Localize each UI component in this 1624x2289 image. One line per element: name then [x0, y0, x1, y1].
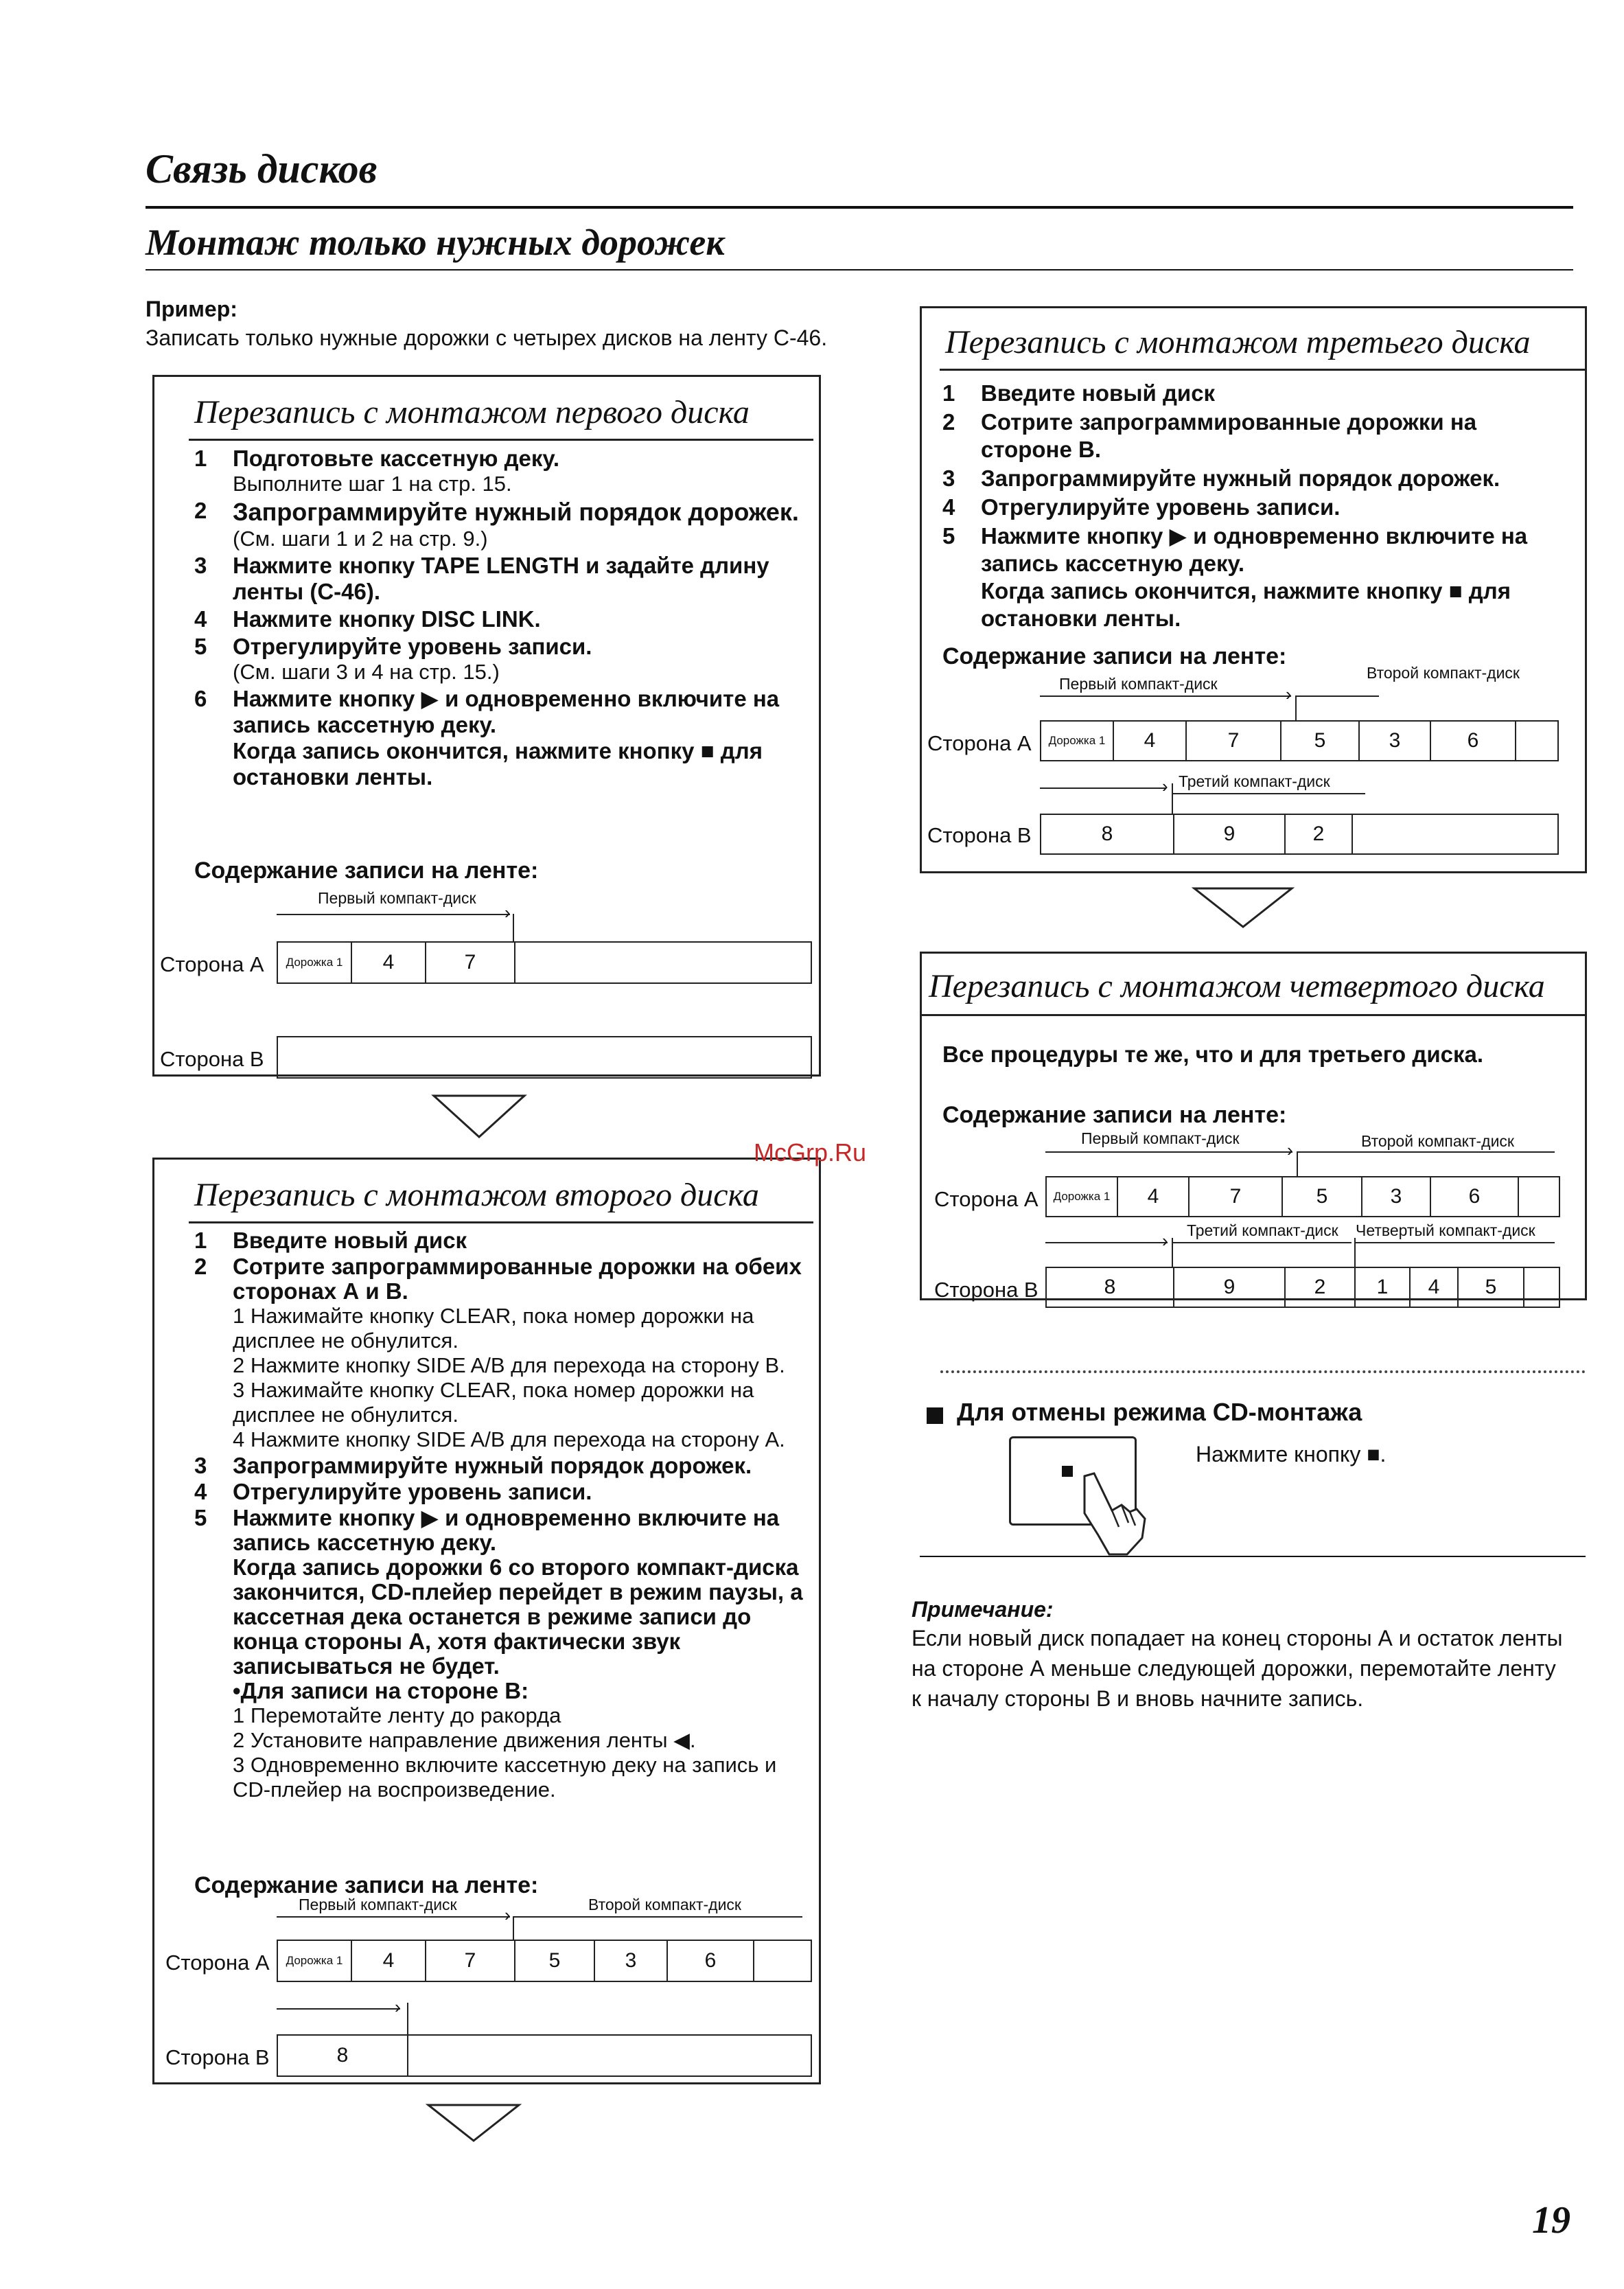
watermark: McGrp.Ru: [754, 1138, 867, 1166]
example-label: Пример:: [146, 297, 237, 321]
tape-track-cell: 6: [668, 1941, 754, 1981]
box3-title: Перезапись с монтажом третьего диска: [945, 324, 1531, 360]
disc-boundary-tick: [513, 1916, 514, 1940]
tape-track-cell: 9: [1174, 815, 1286, 853]
box3-step: 3 Запрограммируйте нужный порядок дорожек.: [942, 465, 1500, 491]
box3-step: 5 Нажмите кнопку ▶ и одновременно включите на запись кассетную деку. Когда запись окончится, нажмите кнопку ■ для остановки ленты.: [942, 523, 1528, 631]
disc1-arrow: [277, 914, 510, 915]
tape-track-cell: [515, 943, 811, 982]
square-bullet-icon: [927, 1407, 943, 1424]
side-a-strip: [277, 1940, 812, 1982]
tape-track-cell: 5: [1283, 1177, 1362, 1216]
disc1-caption: Первый компакт-диск: [1059, 675, 1218, 693]
arrow-head-icon: ›: [1162, 776, 1168, 796]
side-b-strip: [1040, 814, 1559, 855]
tape-track-cell: [1519, 1177, 1559, 1216]
side-b-strip: [277, 2034, 812, 2077]
box2-step: 3 Запрограммируйте нужный порядок дорожек.: [194, 1453, 752, 1478]
side-a-strip: [1045, 1176, 1560, 1217]
disc1-arrow: [1045, 1151, 1292, 1153]
tape-track-cell: 6: [1431, 1177, 1519, 1216]
disc-boundary-tick: [513, 914, 514, 941]
side-a-label: Сторона А: [934, 1187, 1039, 1211]
down-arrow-icon: [431, 1093, 527, 1140]
note-text: Если новый диск попадает на конец стороны А и остаток ленты на стороне А меньше следующей дорожки, перемотайте ленту к началу стороны В и вновь начните запись.: [912, 1626, 1563, 1711]
tape-track-cell: [408, 2036, 811, 2075]
box2-content-label: Содержание записи на ленте:: [194, 1872, 539, 1898]
tape-track-cell: 9: [1174, 1268, 1286, 1307]
box4-tape-diagram: [922, 1129, 1588, 1301]
tape-track-cell: 4: [1118, 1177, 1190, 1216]
note-label: Примечание:: [912, 1597, 1054, 1622]
box1-step: 5 Отрегулируйте уровень записи. (См. шаги 3 и 4 на стр. 15.): [194, 634, 592, 684]
arrow-head-icon: ›: [1287, 1140, 1293, 1160]
disc2-caption: Второй компакт-диск: [1361, 1132, 1514, 1150]
box2-steps: [194, 1228, 812, 1804]
box1-step: 1 Подготовьте кассетную деку. Выполните шаг 1 на стр. 15.: [194, 446, 560, 496]
section-title: Связь дисков: [146, 146, 378, 192]
tape-track-cell: Дорожка 1: [278, 1941, 352, 1981]
disc1-arrow: [277, 1916, 510, 1918]
box1-title-rule: [189, 439, 813, 441]
tape-track-cell: 5: [1459, 1268, 1524, 1307]
down-arrow-icon: [1192, 886, 1295, 930]
box2-title-rule: [189, 1221, 813, 1223]
box1-content-label: Содержание записи на ленте:: [194, 858, 539, 884]
box1-title: Перезапись с монтажом первого диска: [194, 394, 750, 430]
page-subtitle: Монтаж только нужных дорожек: [146, 222, 725, 263]
side-b-label: Сторона В: [165, 2045, 270, 2069]
tape-track-cell: 2: [1286, 1268, 1356, 1307]
tape-track-cell: 7: [426, 943, 515, 982]
box-fourth-disc: [920, 952, 1587, 1300]
box2-step: 1 Введите новый диск: [194, 1228, 467, 1253]
disc4-arrow: [1356, 1242, 1555, 1243]
dotted-separator: [940, 1370, 1586, 1373]
tape-track-cell: 4: [352, 943, 426, 982]
tape-track-cell: 8: [1047, 1268, 1174, 1307]
tape-track-cell: Дорожка 1: [1047, 1177, 1118, 1216]
tape-track-cell: 7: [1190, 1177, 1283, 1216]
box2-step: 2 Сотрите запрограммированные дорожки на обеих сторонах А и В. 1 Нажимайте кнопку CLEAR, пока номер дорожки на дисплее не обнулится. 2 Нажмите кнопку SIDE A/B для перехода на сторону В. 3 Нажимайте кнопку CLEAR, пока номер дорожки на дисплее не обнулится. 4 Нажмите кнопку SIDE A/B для перехода на сторону А.: [194, 1254, 802, 1451]
box4-title-rule: [922, 1014, 1585, 1016]
box4-content-label: Содержание записи на ленте:: [942, 1102, 1287, 1128]
disc-boundary-tick: [407, 2003, 408, 2034]
down-arrow-icon: [426, 2102, 522, 2143]
page-number: 19: [1532, 2199, 1570, 2242]
disc-boundary-tick: [1297, 1151, 1298, 1176]
disc4-caption: Четвертый компакт-диск: [1356, 1221, 1535, 1239]
tape-track-cell: 3: [595, 1941, 668, 1981]
disc2-caption: Второй компакт-диск: [588, 1896, 741, 1913]
box1-step: 2 Запрограммируйте нужный порядок дорожек. (См. шаги 1 и 2 на стр. 9.): [194, 498, 799, 551]
tape-track-cell: 8: [278, 2036, 408, 2075]
side-a-label: Сторона А: [165, 1951, 270, 1975]
pressing-finger-icon: [1071, 1469, 1153, 1558]
tape-track-cell: Дорожка 1: [278, 943, 352, 982]
tape-track-cell: 3: [1362, 1177, 1431, 1216]
side-b-arrow: [1040, 787, 1166, 789]
disc2-arrow: [514, 1916, 802, 1918]
arrow-head-icon: ›: [1162, 1230, 1168, 1251]
box2-step: 5 Нажмите кнопку ▶ и одновременно включите на запись кассетную деку. Когда запись дорожки 6 со второго компакт-диска закончится, CD-плейер перейдет в режим паузы, а кассетная дека останется в режиме записи до конца стороны А, хотя фактически звук записываться не будет. •Для записи на стороне В: 1 Перемотайте ленту до ракорда 2 Установите направление движения ленты ◀. 3 Одновременно включите кассетную деку на запись и CD-плейер на воспроизведение.: [194, 1505, 803, 1802]
side-b-arrow: [277, 2008, 400, 2010]
disc1-caption: Первый компакт-диск: [318, 889, 476, 907]
tape-track-cell: 5: [515, 1941, 595, 1981]
disc-boundary-tick: [1172, 783, 1173, 814]
side-b-arrow: [1045, 1242, 1168, 1243]
side-b-label: Сторона В: [927, 823, 1032, 847]
arrow-head-icon: ›: [504, 902, 511, 923]
disc3-caption: Третий компакт-диск: [1179, 772, 1330, 790]
side-b-label: Сторона В: [160, 1047, 264, 1071]
box3-title-rule: [940, 369, 1585, 371]
box2-tape-diagram: [154, 1893, 820, 2078]
tape-track-cell: 2: [1286, 815, 1353, 853]
box4-title: Перезапись с монтажом четвертого диска: [929, 968, 1545, 1004]
tape-track-cell: [1516, 722, 1557, 760]
box3-steps: [942, 380, 1574, 634]
box2-title: Перезапись с монтажом второго диска: [194, 1177, 759, 1213]
tape-track-cell: 3: [1360, 722, 1431, 760]
box2-step: 4 Отрегулируйте уровень записи.: [194, 1479, 592, 1504]
side-a-strip: [1040, 720, 1559, 761]
side-b-strip: [1045, 1267, 1560, 1308]
title-rule: [146, 206, 1573, 209]
box-third-disc: [920, 306, 1587, 873]
disc-boundary-tick: [1295, 695, 1297, 720]
cancel-heading: Для отмены режима CD-монтажа: [957, 1398, 1362, 1426]
tape-track-cell: [1524, 1268, 1559, 1307]
box3-step: 4 Отрегулируйте уровень записи.: [942, 494, 1341, 520]
side-a-strip: [277, 941, 812, 984]
disc1-caption: Первый компакт-диск: [299, 1896, 457, 1913]
tape-track-cell: 7: [1187, 722, 1281, 760]
tape-track-cell: 5: [1281, 722, 1360, 760]
box3-tape-diagram: [922, 664, 1588, 871]
disc2-arrow: [1298, 1151, 1555, 1153]
tape-track-cell: 6: [1431, 722, 1516, 760]
box-first-disc: [152, 375, 821, 1077]
tape-track-cell: 7: [426, 1941, 515, 1981]
disc3-caption: Третий компакт-диск: [1187, 1221, 1338, 1239]
side-a-label: Сторона А: [160, 952, 264, 976]
tape-track-cell: 4: [1411, 1268, 1459, 1307]
arrow-head-icon: ›: [1286, 684, 1292, 704]
tape-track-cell: [1353, 815, 1557, 853]
disc1-caption: Первый компакт-диск: [1081, 1129, 1240, 1147]
side-b-label: Сторона В: [934, 1278, 1039, 1302]
cancel-rule: [920, 1556, 1586, 1557]
box-second-disc: [152, 1158, 821, 2084]
tape-track-cell: 8: [1041, 815, 1174, 853]
arrow-head-icon: ›: [504, 1905, 511, 1925]
side-b-strip: [277, 1036, 812, 1079]
box1-step: 4 Нажмите кнопку DISC LINK.: [194, 606, 541, 632]
tape-track-cell: 4: [1114, 722, 1187, 760]
box1-step: 6 Нажмите кнопку ▶ и одновременно включите на запись кассетную деку. Когда запись окончится, нажмите кнопку ■ для остановки ленты.: [194, 686, 780, 790]
box3-step: 1 Введите новый диск: [942, 380, 1216, 406]
disc3-arrow: [1173, 793, 1365, 794]
tape-track-cell: [754, 1941, 811, 1981]
disc2-arrow: [1297, 695, 1379, 697]
box3-step: 2 Сотрите запрограммированные дорожки на стороне В.: [942, 409, 1477, 462]
disc3-arrow: [1173, 1242, 1352, 1243]
disc2-caption: Второй компакт-диск: [1367, 664, 1520, 682]
box1-step: 3 Нажмите кнопку TAPE LENGTH и задайте длину ленты (С-46).: [194, 553, 769, 604]
arrow-head-icon: ›: [395, 1997, 401, 2017]
side-a-label: Сторона А: [927, 731, 1032, 755]
tape-track-cell: 1: [1356, 1268, 1411, 1307]
tape-track-cell: 4: [352, 1941, 426, 1981]
cancel-instruction: Нажмите кнопку ■.: [1196, 1442, 1387, 1466]
example-text: Записать только нужные дорожки с четырех дисков на ленту С-46.: [146, 325, 828, 350]
box4-text: Все процедуры те же, что и для третьего диска.: [942, 1042, 1484, 1067]
subtitle-rule: [146, 269, 1573, 271]
box1-steps: [194, 446, 812, 792]
box1-tape-diagram: [154, 885, 820, 1070]
disc1-arrow: [1040, 695, 1291, 697]
box3-content-label: Содержание записи на ленте:: [942, 643, 1287, 669]
tape-track-cell: Дорожка 1: [1041, 722, 1114, 760]
